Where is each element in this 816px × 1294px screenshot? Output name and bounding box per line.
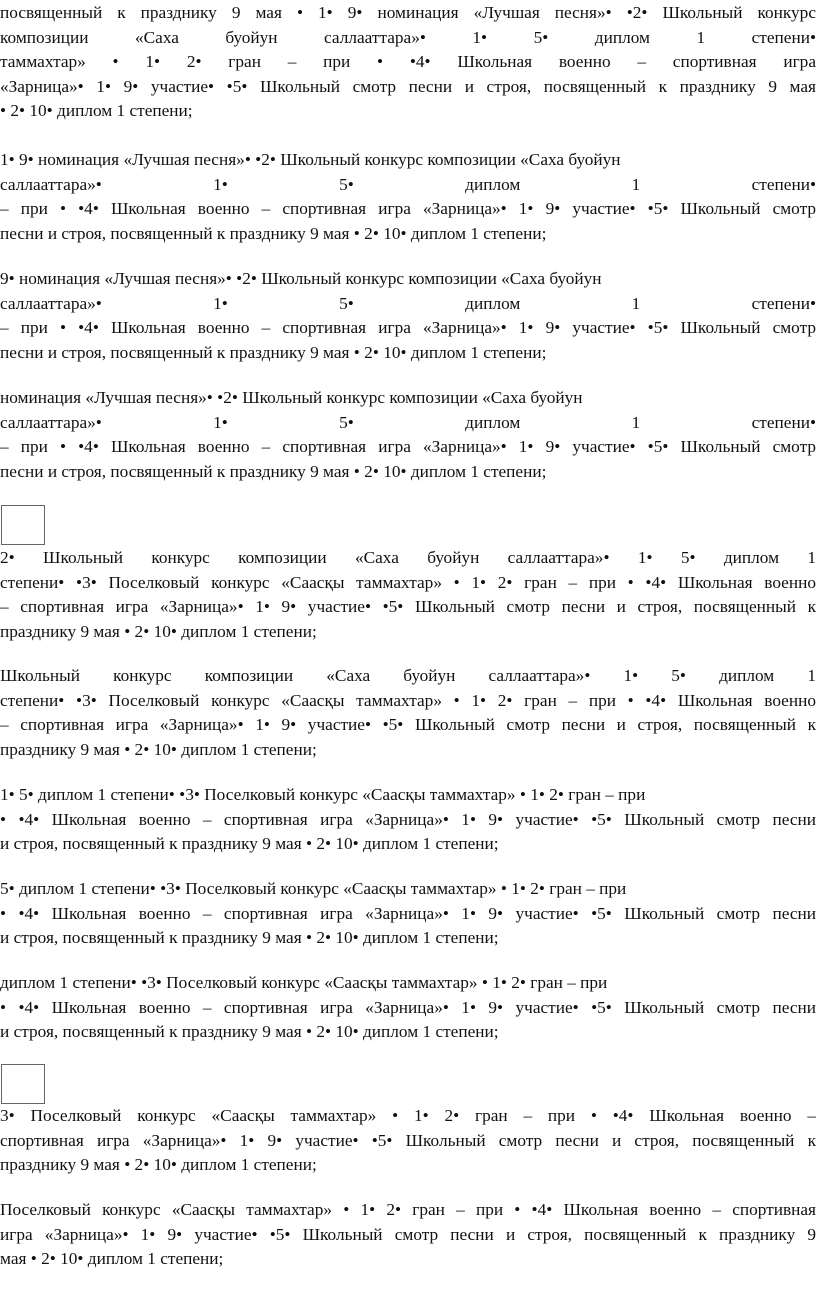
text-line: • •4• Школьная военно – спортивная игра «Зарница»• 1• 9• участие• •5• Школьный смотр песни <box>0 903 816 923</box>
text-paragraph <box>0 1104 816 1178</box>
text-paragraph <box>0 546 816 644</box>
text-line: – при • •4• Школьная военно – спортивная игра «Зарница»• 1• 9• участие• •5• Школьный смотр <box>0 318 816 338</box>
text-line: • •4• Школьная военно – спортивная игра «Зарница»• 1• 9• участие• •5• Школьный смотр песни <box>0 997 816 1017</box>
text-line: композиции «Саха буойун саллааттара»• 1• 5• диплом 1 степени• <box>0 27 816 47</box>
text-line: 1• 5• диплом 1 степени• •3• Поселковый конкурс «Саасқы таммахтар» • 1• 2• гран – при <box>0 785 646 804</box>
text-line: 9• номинация «Лучшая песня»• •2• Школьный конкурс композиции «Саха буойун <box>0 269 602 288</box>
text-line: игра «Зарница»• 1• 9• участие• •5• Школьный смотр песни и строя, посвященный к празднику 9 <box>0 1224 816 1244</box>
text-paragraph <box>0 1198 816 1272</box>
text-line: – при • •4• Школьная военно – спортивная игра «Зарница»• 1• 9• участие• •5• Школьный смотр <box>0 199 816 219</box>
text-paragraph <box>0 386 816 484</box>
text-line: саллааттара»• 1• 5• диплом 1 степени• <box>0 412 816 432</box>
text-line: 5• диплом 1 степени• •3• Поселковый конкурс «Саасқы таммахтар» • 1• 2• гран – при <box>0 879 627 898</box>
text-line: степени• •3• Поселковый конкурс «Саасқы таммахтар» • 1• 2• гран – при • •4• Школьная военно <box>0 572 816 592</box>
text-paragraph <box>0 664 816 762</box>
text-line: «Зарница»• 1• 9• участие• •5• Школьный смотр песни и строя, посвященный к празднику 9 мая <box>0 76 816 96</box>
text-line: песни и строя, посвященный к празднику 9 мая • 2• 10• диплом 1 степени; <box>0 461 547 481</box>
empty-checkbox-frame <box>1 1064 45 1104</box>
text-line: саллааттара»• 1• 5• диплом 1 степени• <box>0 293 816 313</box>
text-line: посвященный к празднику 9 мая • 1• 9• номинация «Лучшая песня»• •2• Школьный конкурс <box>0 3 816 22</box>
text-line: саллааттара»• 1• 5• диплом 1 степени• <box>0 174 816 194</box>
text-line: и строя, посвященный к празднику 9 мая • 2• 10• диплом 1 степени; <box>0 834 499 854</box>
text-paragraph <box>0 877 816 951</box>
text-line: песни и строя, посвященный к празднику 9 мая • 2• 10• диплом 1 степени; <box>0 223 547 243</box>
text-line: 1• 9• номинация «Лучшая песня»• •2• Школьный конкурс композиции «Саха буойун <box>0 150 621 169</box>
text-paragraph <box>0 1 816 124</box>
text-line: 3• Поселковый конкурс «Саасқы таммахтар» • 1• 2• гран – при • •4• Школьная военно – <box>0 1106 816 1125</box>
text-line: • •4• Школьная военно – спортивная игра «Зарница»• 1• 9• участие• •5• Школьный смотр песни <box>0 809 816 829</box>
text-line: номинация «Лучшая песня»• •2• Школьный конкурс композиции «Саха буойун <box>0 388 583 407</box>
text-line: • 2• 10• диплом 1 степени; <box>0 101 193 121</box>
text-line: и строя, посвященный к празднику 9 мая • 2• 10• диплом 1 степени; <box>0 928 499 948</box>
text-paragraph <box>0 148 816 246</box>
text-line: празднику 9 мая • 2• 10• диплом 1 степени; <box>0 739 317 759</box>
text-line: степени• •3• Поселковый конкурс «Саасқы таммахтар» • 1• 2• гран – при • •4• Школьная военно <box>0 690 816 710</box>
text-line: мая • 2• 10• диплом 1 степени; <box>0 1249 224 1269</box>
empty-checkbox-frame <box>1 505 45 545</box>
text-line: таммахтар» • 1• 2• гран – при • •4• Школьная военно – спортивная игра <box>0 52 816 72</box>
text-line: Школьный конкурс композиции «Саха буойун саллааттара»• 1• 5• диплом 1 <box>0 666 816 685</box>
text-paragraph <box>0 783 816 857</box>
text-line: – при • •4• Школьная военно – спортивная игра «Зарница»• 1• 9• участие• •5• Школьный смотр <box>0 437 816 457</box>
text-line: песни и строя, посвященный к празднику 9 мая • 2• 10• диплом 1 степени; <box>0 342 547 362</box>
text-line: Поселковый конкурс «Саасқы таммахтар» • 1• 2• гран – при • •4• Школьная военно – спортивная <box>0 1200 816 1219</box>
text-line: празднику 9 мая • 2• 10• диплом 1 степени; <box>0 1155 317 1175</box>
text-paragraph <box>0 971 816 1045</box>
text-paragraph <box>0 267 816 365</box>
text-line: спортивная игра «Зарница»• 1• 9• участие• •5• Школьный смотр песни и строя, посвященный к <box>0 1130 816 1150</box>
text-line: диплом 1 степени• •3• Поселковый конкурс «Саасқы таммахтар» • 1• 2• гран – при <box>0 973 608 992</box>
text-line: – спортивная игра «Зарница»• 1• 9• участие• •5• Школьный смотр песни и строя, посвященный к <box>0 715 816 735</box>
text-line: и строя, посвященный к празднику 9 мая • 2• 10• диплом 1 степени; <box>0 1022 499 1042</box>
text-line: 2• Школьный конкурс композиции «Саха буойун саллааттара»• 1• 5• диплом 1 <box>0 548 816 567</box>
text-line: празднику 9 мая • 2• 10• диплом 1 степени; <box>0 621 317 641</box>
text-line: – спортивная игра «Зарница»• 1• 9• участие• •5• Школьный смотр песни и строя, посвященный к <box>0 597 816 617</box>
